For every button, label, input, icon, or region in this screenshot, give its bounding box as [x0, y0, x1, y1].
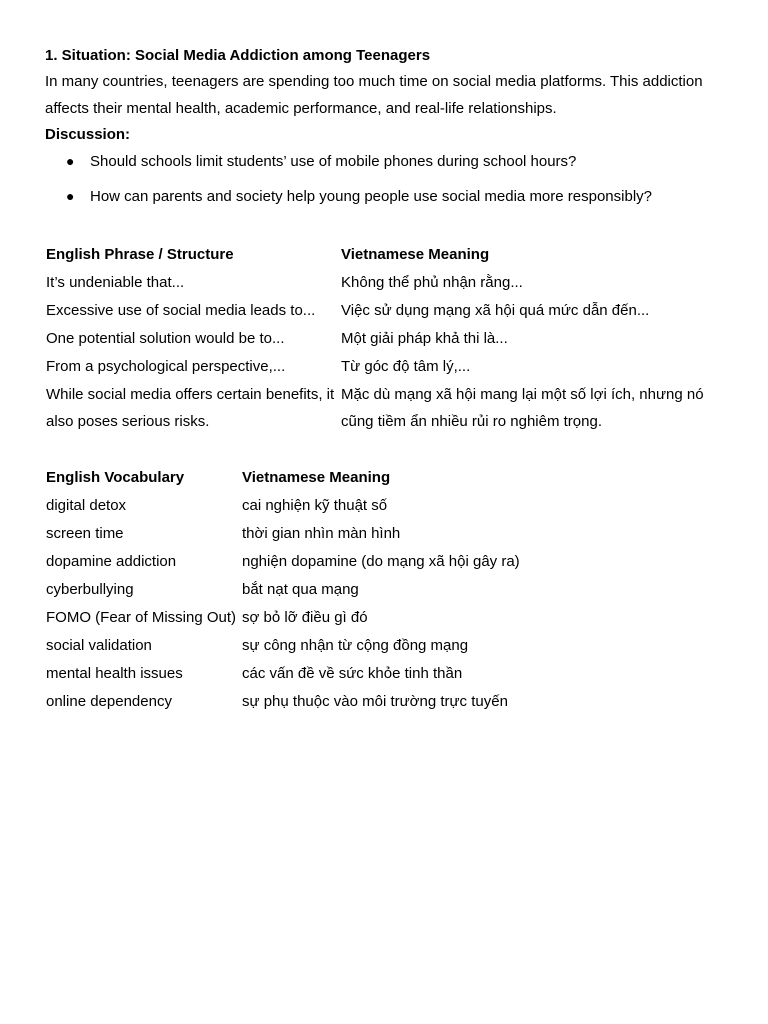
vocabulary-vietnamese: sự phụ thuộc vào môi trường trực tuyến	[242, 693, 508, 710]
table-row	[45, 352, 725, 380]
phrase-english: Excessive use of social media leads to...	[46, 302, 316, 319]
vocabulary-english: cyberbullying	[46, 581, 134, 598]
vocabulary-english: screen time	[46, 525, 124, 542]
vocabulary-vietnamese: sợ bỏ lỡ điều gì đó	[242, 609, 368, 626]
situation-title: 1. Situation: Social Media Addiction among Teenagers	[45, 47, 431, 64]
vocabulary-vietnamese: thời gian nhìn màn hình	[242, 525, 401, 542]
table-row	[45, 547, 520, 575]
vocabulary-english: mental health issues	[46, 665, 183, 682]
phrase-english: One potential solution would be to...	[46, 330, 285, 347]
situation-paragraph-line-1: In many countries, teenagers are spending too much time on social media platforms. This addiction	[45, 73, 703, 90]
vocabulary-header-english: English Vocabulary	[46, 469, 185, 486]
document-page	[45, 44, 725, 715]
vocabulary-english: social validation	[46, 637, 152, 654]
phrase-vietnamese: Mặc dù mạng xã hội mang lại một số lợi ích, nhưng nó cũng tiềm ẩn nhiều rủi ro nghiêm trọng.	[341, 386, 704, 430]
phrase-header-vietnamese: Vietnamese Meaning	[341, 246, 490, 263]
table-row	[45, 491, 520, 519]
table-row	[45, 519, 520, 547]
phrase-vietnamese: Việc sử dụng mạng xã hội quá mức dẫn đến...	[341, 302, 650, 319]
vocabulary-english: online dependency	[46, 693, 172, 710]
bullet-icon: ●	[66, 188, 75, 204]
table-row	[45, 380, 725, 435]
vocabulary-vietnamese: bắt nạt qua mạng	[242, 581, 359, 598]
phrase-header-english: English Phrase / Structure	[46, 246, 234, 263]
table-row	[45, 324, 725, 352]
discussion-question-list	[45, 148, 725, 210]
phrase-english: While social media offers certain benefits, it also poses serious risks.	[46, 386, 335, 430]
vocabulary-vietnamese: các vấn đề về sức khỏe tinh thần	[242, 665, 463, 682]
discussion-question-text: Should schools limit students’ use of mobile phones during school hours?	[90, 153, 577, 170]
vocabulary-vietnamese: nghiện dopamine (do mạng xã hội gây ra)	[242, 553, 520, 570]
table-row	[45, 603, 520, 631]
discussion-question-text: How can parents and society help young people use social media more responsibly?	[90, 188, 652, 205]
table-row	[45, 575, 520, 603]
vocabulary-english: FOMO (Fear of Missing Out)	[46, 609, 237, 626]
table-row	[45, 659, 520, 687]
vocabulary-header-vietnamese: Vietnamese Meaning	[242, 469, 391, 486]
phrase-english: It’s undeniable that...	[46, 274, 185, 291]
vocabulary-table	[45, 464, 520, 715]
vocabulary-english: digital detox	[46, 497, 127, 514]
vocabulary-vietnamese: cai nghiện kỹ thuật số	[242, 497, 388, 514]
discussion-question	[45, 148, 725, 175]
phrase-vietnamese: Không thể phủ nhận rằng...	[341, 274, 523, 291]
table-row	[45, 631, 520, 659]
phrase-table-header	[45, 241, 725, 268]
vocabulary-table-header	[45, 464, 520, 491]
bullet-icon: ●	[66, 153, 75, 169]
phrase-table	[45, 241, 725, 435]
table-row	[45, 687, 520, 715]
vocabulary-english: dopamine addiction	[46, 553, 177, 570]
table-row	[45, 268, 725, 296]
vocabulary-vietnamese: sự công nhận từ cộng đồng mạng	[242, 637, 469, 654]
discussion-label: Discussion:	[45, 126, 131, 143]
discussion-question	[45, 183, 725, 210]
phrase-vietnamese: Từ góc độ tâm lý,...	[341, 358, 471, 375]
table-row	[45, 296, 725, 324]
phrase-vietnamese: Một giải pháp khả thi là...	[341, 330, 508, 347]
situation-paragraph-line-2: affects their mental health, academic performance, and real-life relationships.	[45, 100, 557, 117]
phrase-english: From a psychological perspective,...	[46, 358, 286, 375]
